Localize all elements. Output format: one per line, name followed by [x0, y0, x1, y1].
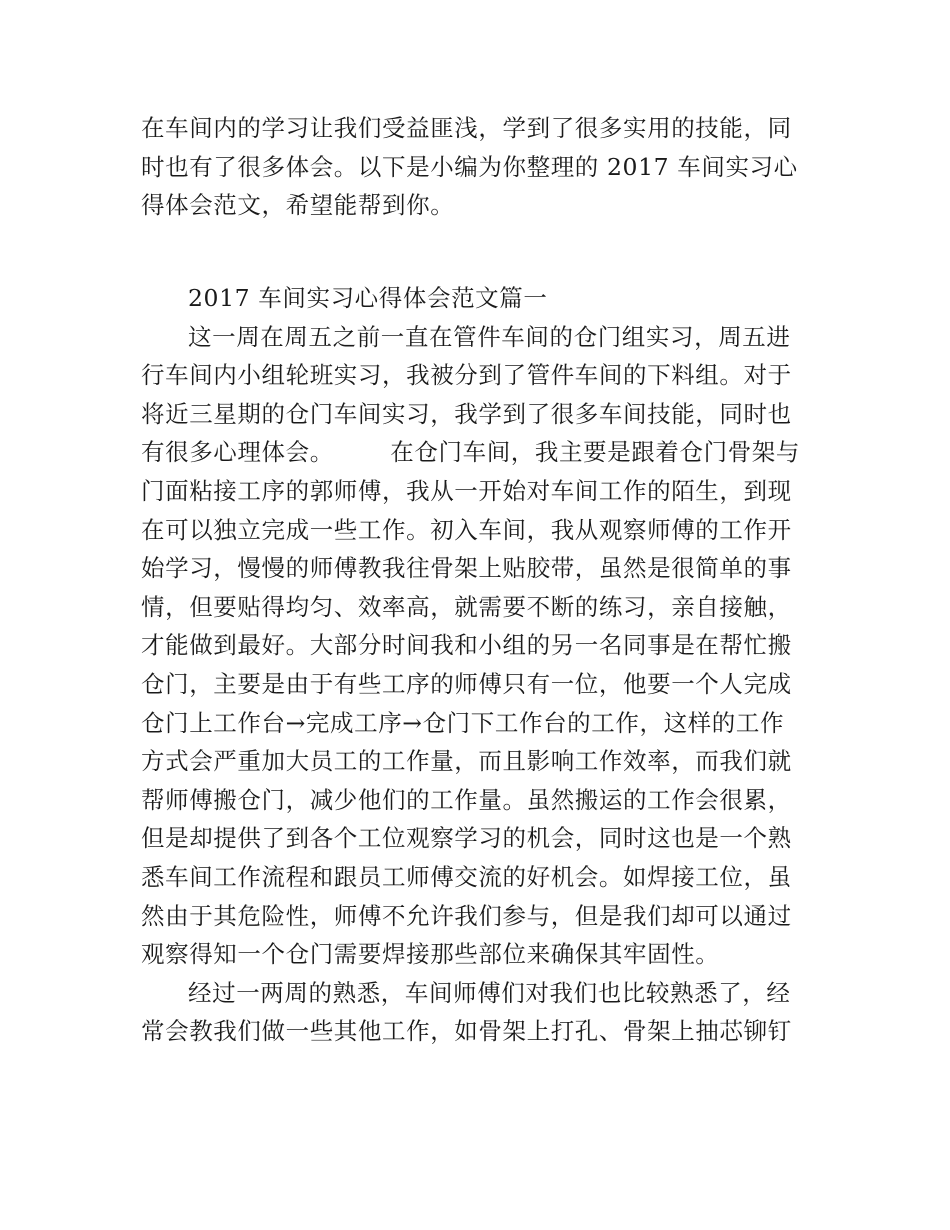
- paragraph-line: 然由于其危险性，师傅不允许我们参与，但是我们却可以通过: [141, 901, 792, 930]
- paragraph-line: 有很多心理体会。 在仓门车间，我主要是跟着仓门骨架与: [141, 438, 800, 467]
- paragraph-line: 但是却提供了到各个工位观察学习的机会，同时这也是一个熟: [141, 824, 792, 853]
- paragraph-line: 帮师傅搬仓门，减少他们的工作量。虽然搬运的工作会很累，: [141, 785, 792, 814]
- paragraph-line: 门面粘接工序的郭师傅，我从一开始对车间工作的陌生，到现: [141, 476, 792, 505]
- paragraph-line: 观察得知一个仓门需要焊接那些部位来确保其牢固性。: [141, 940, 720, 969]
- intro-line: 时也有了很多体会。以下是小编为你整理的 2017 车间实习心: [141, 152, 798, 181]
- paragraph-line: 这一周在周五之前一直在管件车间的仓门组实习，周五进: [188, 322, 791, 351]
- paragraph-line: 仓门，主要是由于有些工序的师傅只有一位，他要一个人完成: [141, 669, 792, 698]
- paragraph-line: 仓门上工作台→完成工序→仓门下工作台的工作，这样的工作: [141, 708, 785, 737]
- paragraph-line: 行车间内小组轮班实习，我被分到了管件车间的下料组。对于: [141, 361, 792, 390]
- intro-paragraph: [141, 109, 811, 225]
- paragraph-line: 悉车间工作流程和跟员工师傅交流的好机会。如焊接工位，虽: [141, 862, 792, 891]
- paragraph-line: 常会教我们做一些其他工作，如骨架上打孔、骨架上抽芯铆钉: [141, 1017, 792, 1046]
- paragraph-line: 在可以独立完成一些工作。初入车间，我从观察师傅的工作开: [141, 515, 792, 544]
- paragraph-line: 情，但要贴得均匀、效率高，就需要不断的练习，亲自接触，: [141, 592, 792, 621]
- paragraph-line: 始学习，慢慢的师傅教我往骨架上贴胶带，虽然是很简单的事: [141, 554, 792, 583]
- paragraph-line: 将近三星期的仓门车间实习，我学到了很多车间技能，同时也: [141, 399, 792, 428]
- article-body: [141, 279, 811, 1051]
- paragraph-line: 方式会严重加大员工的工作量，而且影响工作效率，而我们就: [141, 747, 792, 776]
- article-title: 2017 车间实习心得体会范文篇一: [188, 284, 548, 312]
- paragraph-line: 才能做到最好。大部分时间我和小组的另一名同事是在帮忙搬: [141, 631, 792, 660]
- intro-line: 得体会范文，希望能帮到你。: [141, 191, 455, 220]
- intro-line: 在车间内的学习让我们受益匪浅，学到了很多实用的技能，同: [141, 114, 792, 142]
- paragraph-line: 经过一两周的熟悉，车间师傅们对我们也比较熟悉了，经: [188, 978, 791, 1007]
